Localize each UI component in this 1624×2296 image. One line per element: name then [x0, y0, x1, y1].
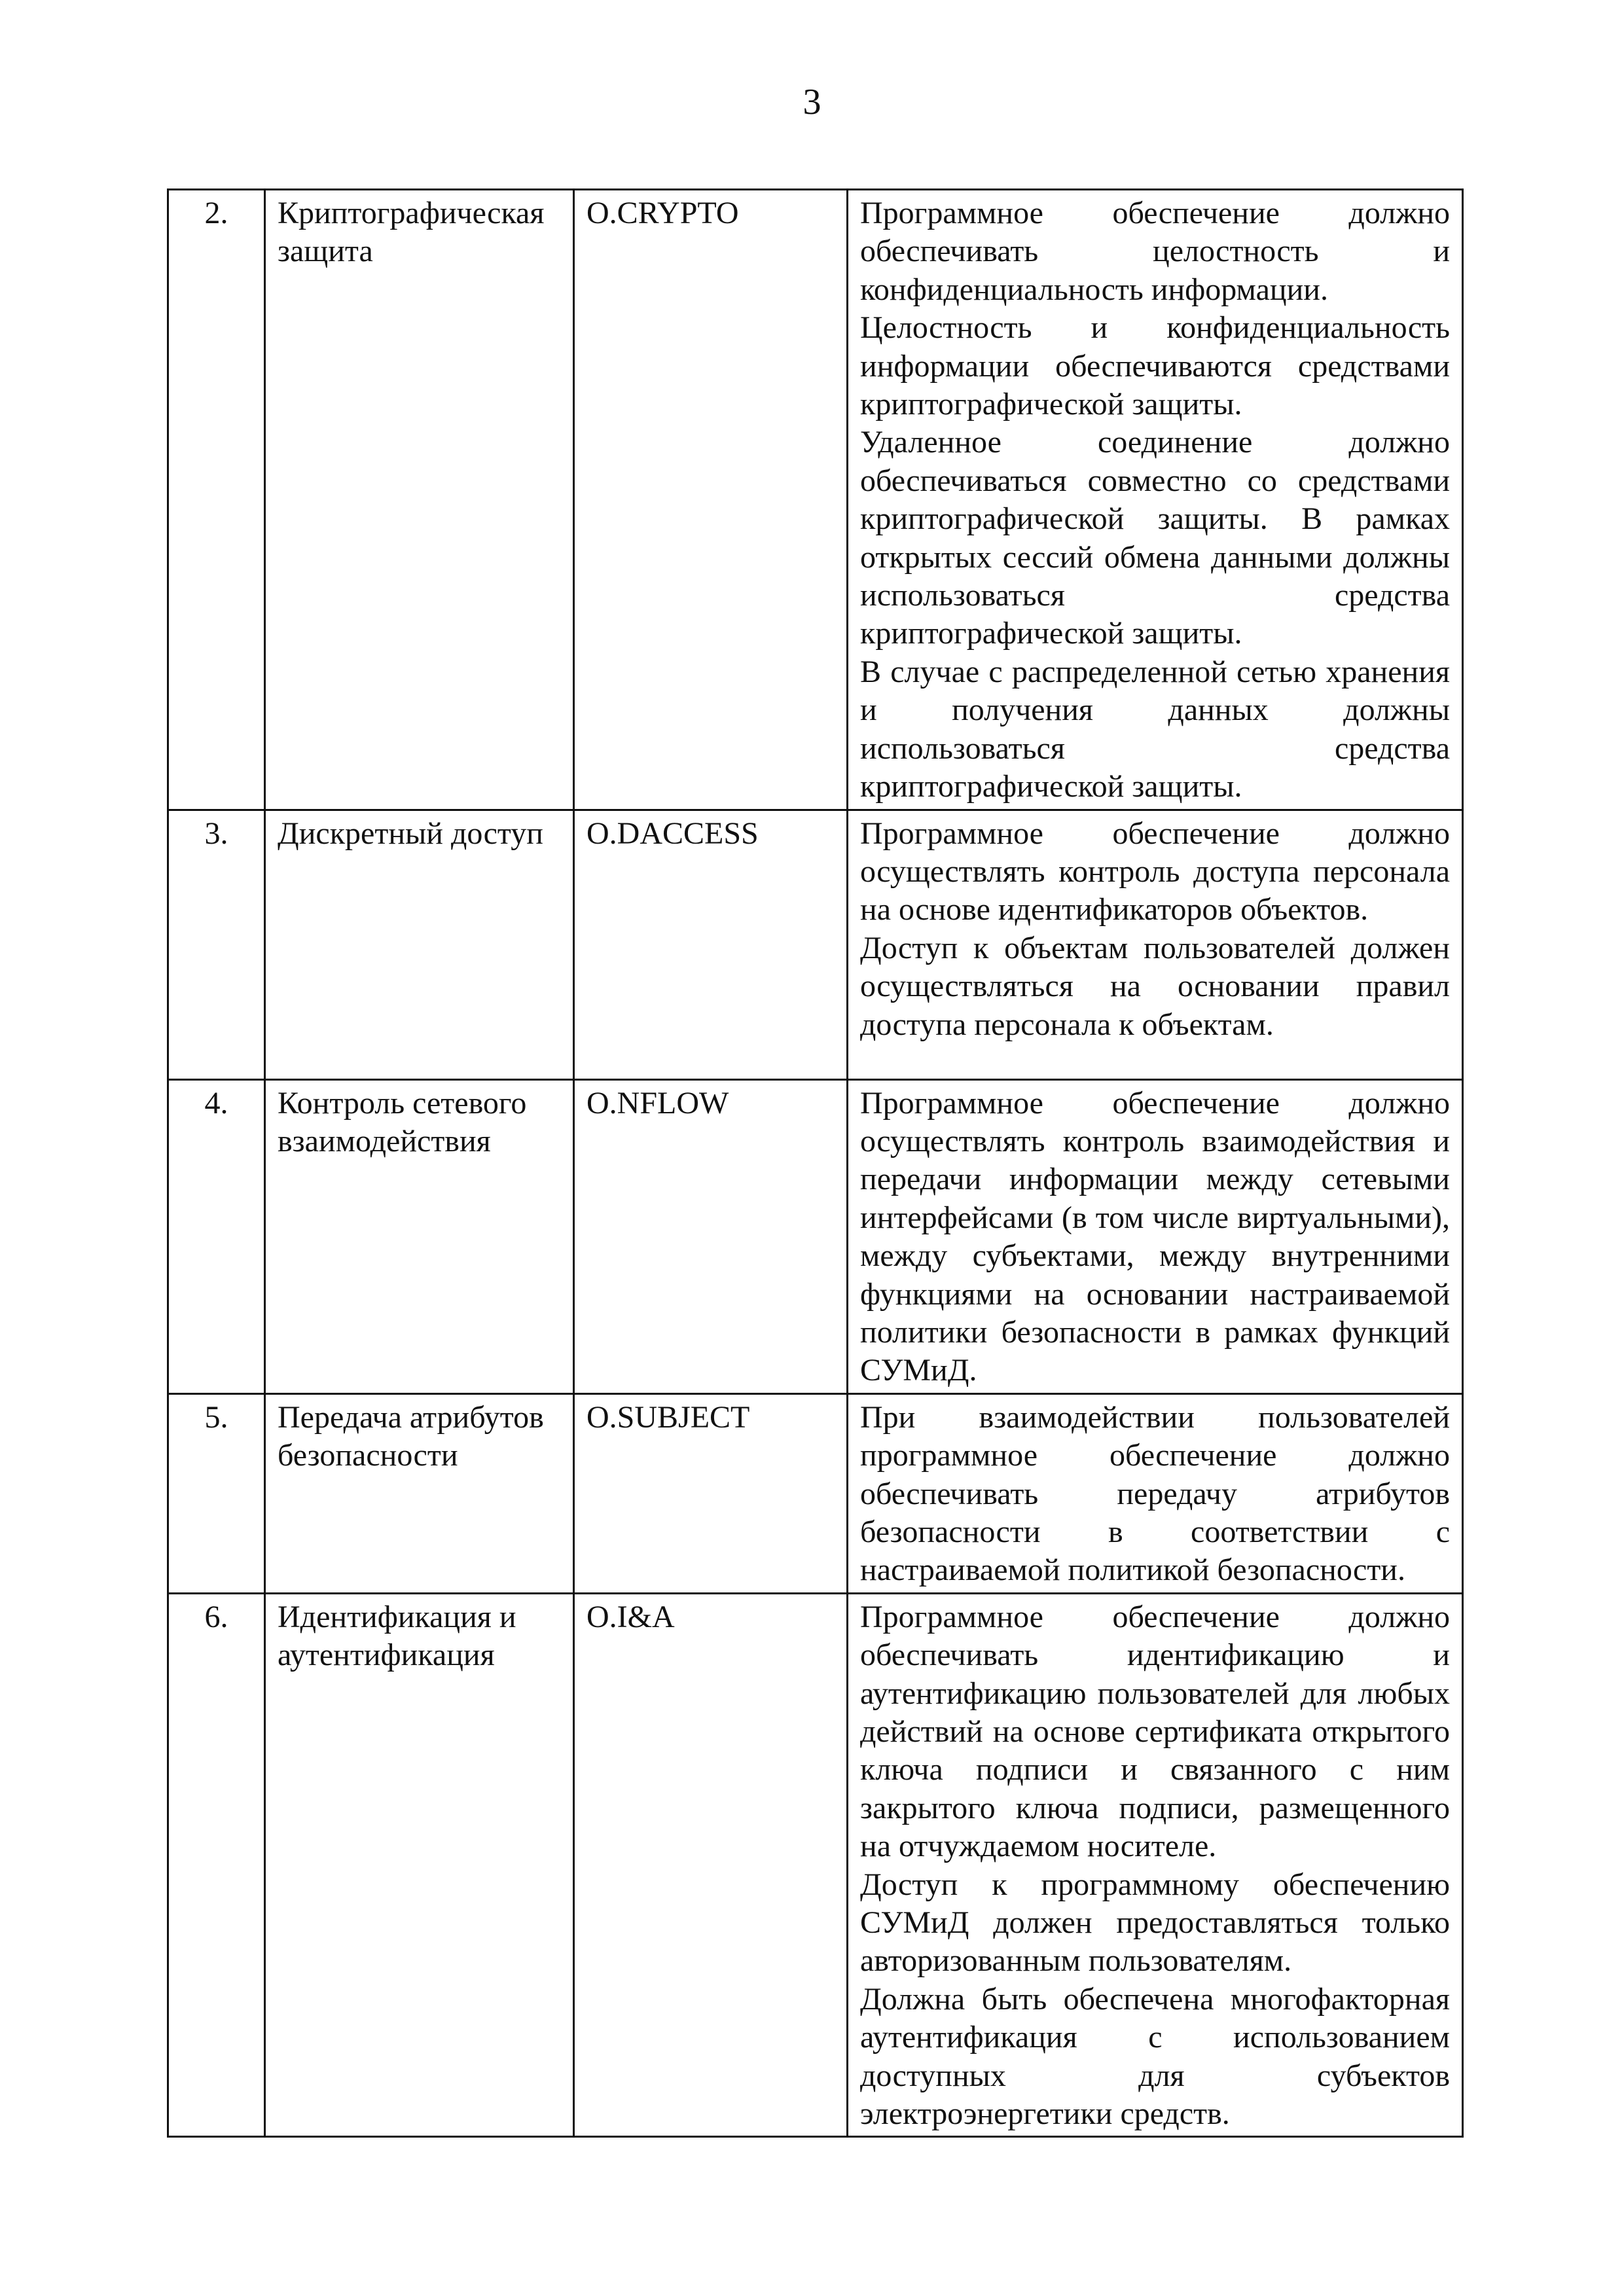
objective-code: O.I&A: [574, 1593, 848, 2137]
objective-name: Криптографическая защита: [265, 190, 574, 810]
objective-description: [848, 1593, 1463, 2137]
objective-description: [848, 1393, 1463, 1593]
objective-name: Контроль сетевого взаимодействия: [265, 1079, 574, 1393]
objective-code: O.NFLOW: [574, 1079, 848, 1393]
description-paragraph: Должна быть обеспечена многофакторная аутентификация с использованием доступных для субъектов электроэнергетики средств.: [860, 1981, 1450, 2132]
description-paragraph: Программное обеспечение должно осуществлять контроль доступа персонала на основе идентификаторов объектов.: [860, 816, 1450, 927]
objective-code: O.SUBJECT: [574, 1393, 848, 1593]
objective-name: Передача атрибутов безопасности: [265, 1393, 574, 1593]
table-row: [168, 190, 1463, 810]
description-paragraph: Удаленное соединение должно обеспечиваться совместно со средствами криптографической защиты. В рамках открытых сессий обмена данными должны использоваться средства криптографической защиты.: [860, 425, 1450, 651]
table-row: [168, 810, 1463, 1079]
objective-description: [848, 190, 1463, 810]
description-paragraph: Доступ к объектам пользователей должен осуществляться на основании правил доступа персонала к объектам.: [860, 930, 1450, 1042]
requirements-table: [167, 188, 1464, 2138]
description-paragraph: Целостность и конфиденциальность информации обеспечиваются средствами криптографической защиты.: [860, 310, 1450, 422]
description-paragraph: При взаимодействии пользователей программное обеспечение должно обеспечивать передачу атрибутов безопасности в соответствии с настраиваемой политикой безопасности.: [860, 1399, 1450, 1588]
description-paragraph: Программное обеспечение должно обеспечивать идентификацию и аутентификацию пользователей для любых действий на основе сертификата открытого ключа подписи и связанного с ним закрытого ключа подписи, размещенного на отчуждаемом носителе.: [860, 1599, 1450, 1864]
row-number: 4.: [168, 1079, 265, 1393]
description-paragraph: В случае с распределенной сетью хранения и получения данных должны использоваться средства криптографической защиты.: [860, 654, 1450, 804]
objective-description: [848, 1079, 1463, 1393]
row-number: 6.: [168, 1593, 265, 2137]
table-row: [168, 1593, 1463, 2137]
row-number: 5.: [168, 1393, 265, 1593]
objective-name: Дискретный доступ: [265, 810, 574, 1079]
page-number: 3: [803, 82, 821, 122]
description-paragraph: Программное обеспечение должно обеспечивать целостность и конфиденциальность информации.: [860, 196, 1450, 307]
description-paragraph: Доступ к программному обеспечению СУМиД должен предоставляться только авторизованным пользователям.: [860, 1867, 1450, 1979]
objective-code: O.CRYPTO: [574, 190, 848, 810]
objective-name: Идентификация и аутентификация: [265, 1593, 574, 2137]
table-row: [168, 1079, 1463, 1393]
description-paragraph: Программное обеспечение должно осуществлять контроль взаимодействия и передачи информации между сетевыми интерфейсами (в том числе виртуальными), между субъектами, между внутренними функциями на основании настраиваемой политики безопасности в рамках функций СУМиД.: [860, 1085, 1450, 1388]
row-number: 3.: [168, 810, 265, 1079]
table-row: [168, 1393, 1463, 1593]
objective-code: O.DACCESS: [574, 810, 848, 1079]
objective-description: [848, 810, 1463, 1079]
row-number: 2.: [168, 190, 265, 810]
